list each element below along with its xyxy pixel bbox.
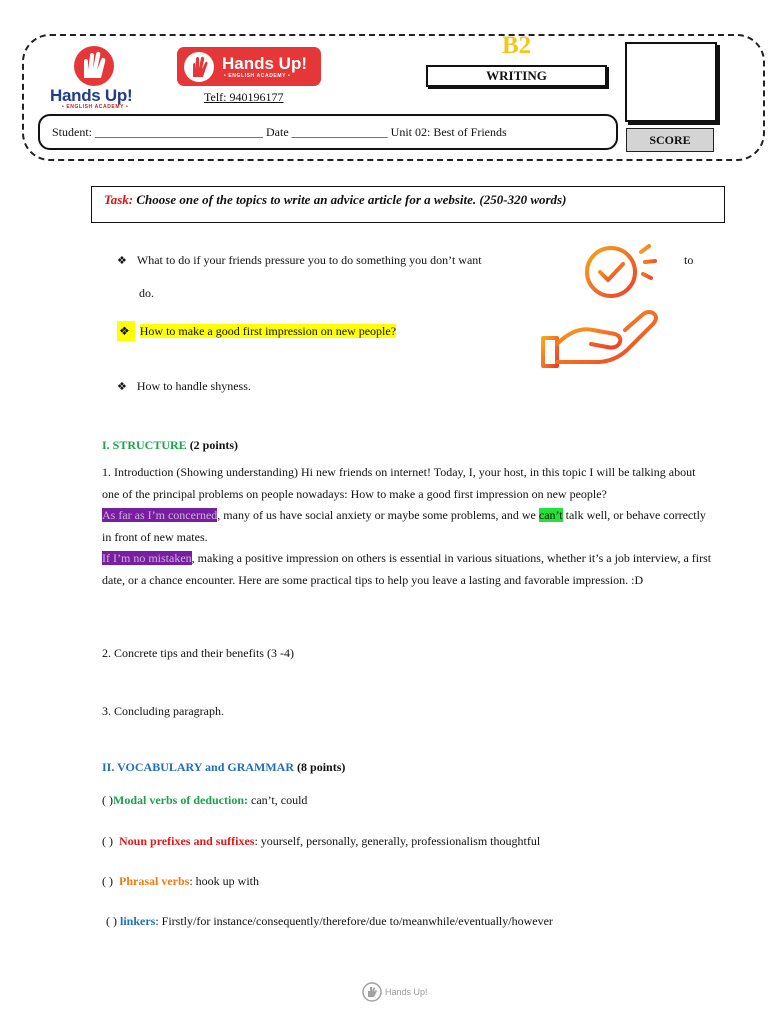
- student-info-line[interactable]: Student: ____________________________ Date ________________ Unit 02: Best of Friends: [38, 114, 618, 150]
- topic-1-continuation: to: [684, 253, 694, 267]
- logo-left-text: Hands Up!: [50, 86, 133, 105]
- vocab-items-phrasal: : hook up with: [189, 874, 260, 888]
- introduction-paragraph: [102, 462, 712, 591]
- level-badge: B2: [502, 32, 532, 59]
- checkbox-parens[interactable]: ( ): [102, 834, 113, 848]
- structure-title: I. STRUCTURE: [102, 438, 187, 452]
- checkbox-parens[interactable]: ( ): [106, 914, 117, 928]
- structure-points: (2 points): [186, 438, 239, 452]
- vocab-row-modal-verbs: [102, 793, 307, 808]
- vocabulary-points: (8 points): [294, 760, 346, 774]
- diamond-bullet-icon: ❖: [117, 321, 135, 341]
- topic-item-3: [117, 379, 251, 394]
- checkbox-parens[interactable]: ( ): [102, 874, 113, 888]
- intro-highlight-mistaken: If I’m no mistaken: [102, 551, 192, 565]
- vocab-row-noun-affixes: [102, 834, 540, 849]
- topic-item-2: [117, 321, 396, 343]
- writing-label: WRITING: [426, 65, 607, 87]
- task-text: Choose one of the topics to write an advice article for a website. (250-320 words): [133, 192, 567, 207]
- score-label: SCORE: [626, 128, 714, 152]
- topic-2-text: How to make a good first impression on new people?: [139, 324, 397, 338]
- intro-text-1: 1. Introduction (Showing understanding) Hi new friends on internet! Today, I, your host, in this topic I will be talking about one of the principal problems on people nowadays: How to make a good first impression on new people?: [102, 465, 696, 501]
- intro-highlight-concerned: As far as I’m concerned: [102, 508, 218, 522]
- diamond-bullet-icon: ❖: [117, 381, 127, 393]
- intro-highlight-cant: can’t: [538, 508, 563, 522]
- logo-red-subtitle: • ENGLISH ACADEMY •: [224, 73, 291, 79]
- intro-text-4: , making a positive impression on others is essential in various situations, whether it’s a job interview, a first date, or a chance encounter. Here are some practical tips to help you leave a lasting and favorable impression. :D: [102, 551, 712, 587]
- vocabulary-title: II. VOCABULARY and GRAMMAR: [102, 760, 295, 774]
- vocab-items-modal: can’t, could: [248, 793, 308, 807]
- phone-number: Telf: 940196177: [204, 90, 284, 104]
- vocab-items-affixes: : yourself, personally, generally, professionalism thoughtful: [254, 834, 541, 848]
- footer-logo: [362, 982, 428, 1002]
- conclusion-line: 3. Concluding paragraph.: [102, 704, 224, 718]
- vocab-label-affixes: Noun prefixes and suffixes: [119, 834, 255, 848]
- vocabulary-heading: [102, 760, 345, 775]
- logo-red-text: Hands Up!: [222, 54, 307, 73]
- hand-logo-icon: [182, 50, 216, 84]
- structure-heading: [102, 438, 238, 453]
- intro-text-3: talk well, or behave correctly in front of new mates.: [102, 508, 706, 544]
- hand-checkmark-icon: [535, 242, 665, 372]
- checkbox-parens[interactable]: ( ): [102, 793, 113, 807]
- score-box[interactable]: [625, 42, 717, 122]
- diamond-bullet-icon: ❖: [117, 255, 127, 267]
- vocab-label-modal: Modal verbs of deduction:: [113, 793, 248, 807]
- vocab-row-phrasal-verbs: [102, 874, 259, 889]
- task-label: Task:: [104, 192, 134, 207]
- vocab-label-linkers: linkers: [120, 914, 156, 928]
- topic-3-text: How to handle shyness.: [136, 379, 251, 393]
- tips-line: 2. Concrete tips and their benefits (3 -4): [102, 646, 294, 660]
- topic-1-end: do.: [139, 286, 154, 300]
- vocab-items-linkers: : Firstly/for instance/consequently/therefore/due to/meanwhile/eventually/however: [155, 914, 553, 928]
- vocab-row-linkers: [106, 914, 553, 929]
- topic-item-1: [117, 253, 482, 268]
- topic-1-text: What to do if your friends pressure you to do something you don’t want: [136, 253, 482, 267]
- task-box: [91, 186, 725, 223]
- footer-hand-icon: [362, 982, 382, 1002]
- vocab-label-phrasal: Phrasal verbs: [119, 874, 190, 888]
- intro-text-2: , many of us have social anxiety or maybe some problems, and we: [217, 508, 539, 522]
- logo-left-subtitle: • ENGLISH ACADEMY •: [62, 104, 129, 110]
- footer-logo-text: Hands Up!: [385, 987, 428, 997]
- hands-up-red-logo: [177, 47, 321, 86]
